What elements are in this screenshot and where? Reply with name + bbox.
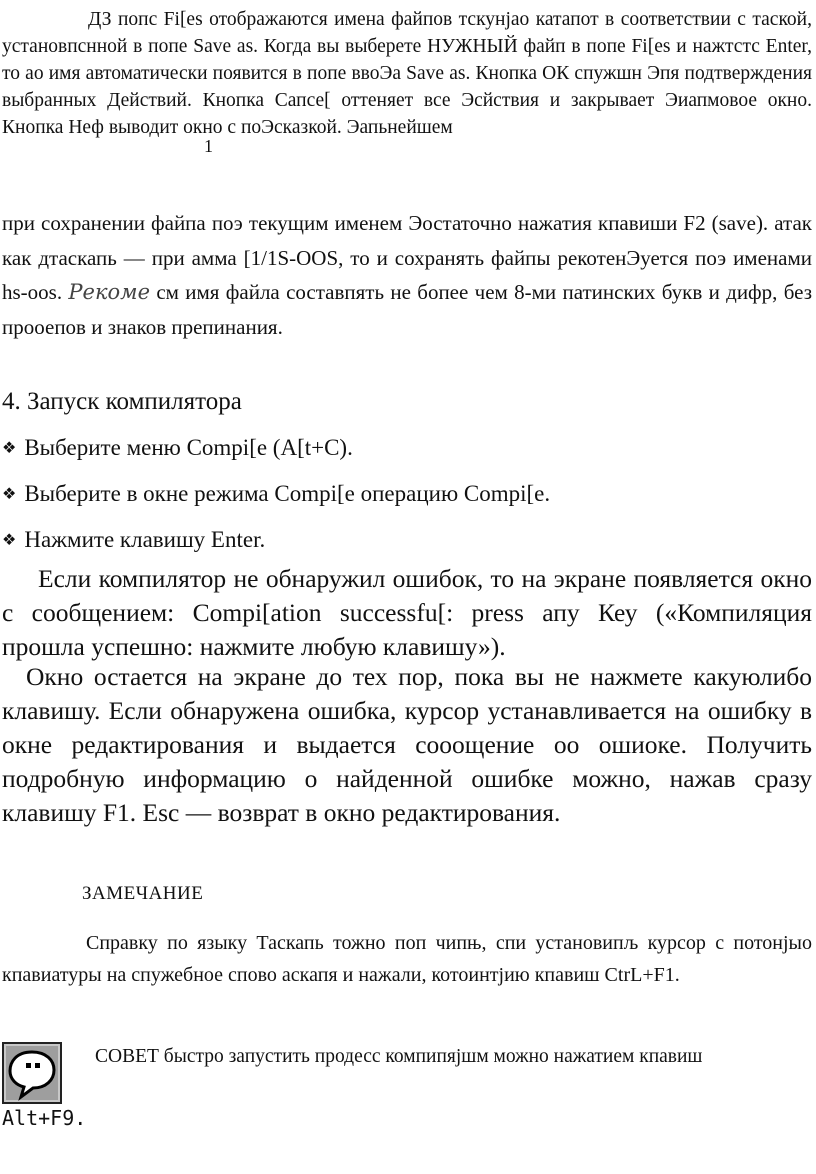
section-heading: 4. Запуск компилятора bbox=[2, 388, 242, 415]
list-item-text: Нажмите клавишу Enter. bbox=[24, 527, 266, 552]
list-item bbox=[2, 527, 265, 553]
compile-error-paragraph: Окно остается на экране до тех пор, пока вы не нажмете какуюлибо клавишу. Если обнаружена ошибка, курсор устанавливается на ошибку в окне редактирования и выдается сооощение оо ошиоке. Получить подробную информацию о найденной ошибке можно, нажав сразу клавишу F1. Esc — возврат в окно редактирования. bbox=[2, 662, 812, 827]
save-paragraph-start: при сохранении файпа поэ текущим именем Эостаточно нажатия кпавиши F2 (save). атак как дтаскапь — при амма [1/1S-OOS, то и сохранять файпы рекотенЭуется поэ именами hs-oos. bbox=[2, 211, 812, 304]
alt-f9-label: Alt+F9. bbox=[2, 1106, 87, 1130]
diamond-bullet-icon: ❖ bbox=[2, 438, 17, 457]
compile-success-paragraph: Если компилятор не обнаружил ошибок, то на экране появляется окно с сообщением: Compi[ation successfu[: press апу Кеу («Компиляция прошла успешно: нажмите любую клавишу»). bbox=[2, 564, 812, 661]
diamond-bullet-icon: ❖ bbox=[2, 530, 17, 549]
list-item-text: Выберите в окне режима Compi[e операцию Compi[e. bbox=[24, 481, 551, 506]
list-item bbox=[2, 435, 353, 461]
note-title: ЗАМЕЧАНИЕ bbox=[82, 883, 204, 904]
tip-paragraph: СОВЕТ быстро запустить продесс компипяјшм можно нажатием кпавиш bbox=[95, 1046, 703, 1067]
save-paragraph-end: см имя файла составпять не бопее чем 8-ми патинских букв и дифр, без прооепов и знаков препинания. bbox=[2, 280, 813, 339]
page-number: 1 bbox=[204, 136, 213, 156]
intro-paragraph: ДЗ попс Fi[es отображаются имена файпов тскунјао катапот в соответствии с таской, установпснной в попе Save as. Когда вы выберете НУЖНЫЙ файп в попе Fi[es и нажтстс Enter, то ао имя автоматически появится в попе ввоЭа Save as. Кнопка ОК спужшн Эпя подтверждения выбранных Действий. Кнопка Сапсе[ оттеняет все Эсйствия и закрывает Эиапмовое окно. Кнопка Неф выводит окно с поЭсказкой. Эапьнейшем bbox=[2, 9, 812, 138]
handwritten-word: Рекоме bbox=[68, 280, 151, 304]
diamond-bullet-icon: ❖ bbox=[2, 484, 17, 503]
speech-bubble-icon bbox=[2, 1042, 62, 1104]
list-item bbox=[2, 481, 550, 507]
list-item-text: Выберите меню Compi[e (A[t+C). bbox=[24, 435, 353, 460]
note-paragraph: Справку по языку Таскапь тожно поп чипњ, спи установипљ курсор с потонјыо кпавиатуры на спужебное спово аскапя и нажали, котоинтјию кпавиш CtrL+F1. bbox=[2, 932, 812, 986]
save-paragraph bbox=[2, 206, 812, 344]
